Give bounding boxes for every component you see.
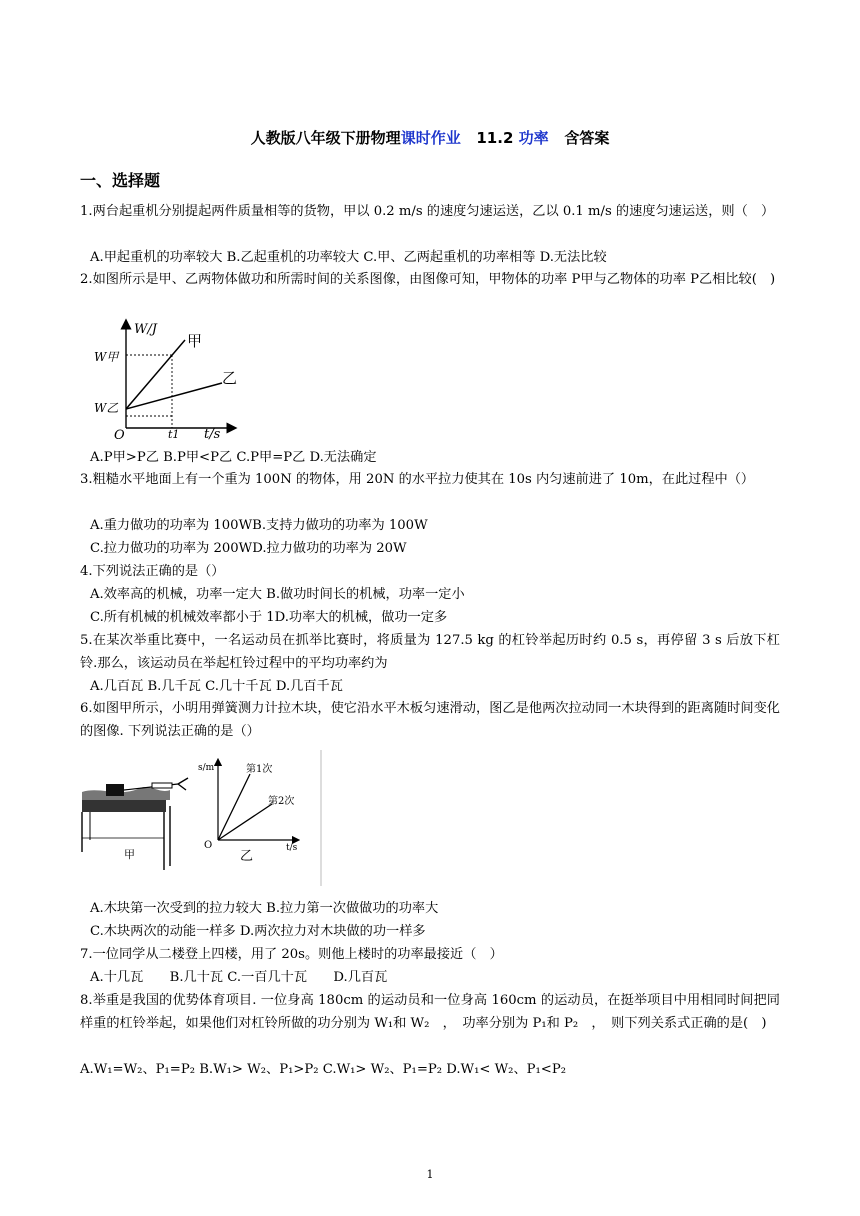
experiment-figure bbox=[80, 748, 340, 888]
question-4-stem: 4.下列说法正确的是（） bbox=[80, 564, 225, 579]
second-trial-label: 第2次 bbox=[268, 796, 295, 807]
t-axis-label: t/s bbox=[286, 843, 298, 853]
x-axis-label: t/s bbox=[204, 427, 221, 442]
page-number: 1 bbox=[426, 1168, 434, 1181]
question-3-options-cd: C.拉力做功的功率为 200WD.拉力做功的功率为 20W bbox=[90, 541, 407, 556]
question-1-stem: 1.两台起重机分别提起两件质量相等的货物，甲以 0.2 m/s 的速度匀速运送，乙以 0.1 m/s 的速度匀速运送，则（ ） bbox=[80, 204, 775, 219]
question-4-options-ab: A.效率高的机械，功率一定大 B.做功时间长的机械，功率一定小 bbox=[90, 587, 465, 602]
title-homework: 课时作业 bbox=[400, 129, 461, 147]
line-yi-label: 乙 bbox=[222, 369, 238, 387]
question-8-options: A.W₁=W₂、P₁=P₂ B.W₁> W₂、P₁>P₂ C.W₁> W₂、P₁=P₂ D.W₁< W₂、P₁<P₂ bbox=[80, 1062, 567, 1077]
caption-yi: 乙 bbox=[240, 849, 254, 864]
y-axis-label: W/J bbox=[134, 322, 157, 337]
document-title bbox=[0, 127, 860, 148]
title-answers: 含答案 bbox=[564, 129, 610, 147]
first-trial-label: 第1次 bbox=[246, 764, 273, 775]
caption-jia: 甲 bbox=[124, 848, 135, 861]
question-3-options-ab: A.重力做功的功率为 100WB.支持力做功的功率为 100W bbox=[90, 518, 428, 533]
question-5-stem: 5.在某次举重比赛中，一名运动员在抓举比赛时，将质量为 127.5 kg 的杠铃举起历时约 0.5 s，再停留 3 s 后放下杠铃.那么，该运动员在举起杠铃过程中的平均功率约为 bbox=[80, 633, 780, 671]
question-7-options: A.十几瓦 B.几十瓦 C.一百几十瓦 D.几百瓦 bbox=[90, 970, 388, 985]
table-illustration bbox=[82, 778, 188, 870]
w-yi-label: W乙 bbox=[94, 401, 119, 415]
question-2-options: A.P甲>P乙 B.P甲<P乙 C.P甲=P乙 D.无法确定 bbox=[90, 450, 377, 465]
section-heading: 一、选择题 bbox=[80, 171, 161, 190]
question-6-stem: 6.如图甲所示，小明用弹簧测力计拉木块，使它沿水平木板匀速滑动，图乙是他两次拉动同一木块得到的距离随时间变化的图像. 下列说法正确的是（） bbox=[80, 701, 780, 739]
question-8-stem: 8.举重是我国的优势体育项目. 一位身高 180cm 的运动员和一位身高 160cm 的运动员，在挺举项目中用相同时间把同样重的杠铃举起，如果他们对杠铃所做的功分别为 W₁和 W₂ ， 功率分别为 P₁和 P₂ ， 则下列关系式正确的是( ) bbox=[80, 993, 780, 1031]
s-axis-label: s/m bbox=[198, 763, 215, 773]
title-section-number: 11.2 bbox=[476, 129, 514, 147]
question-7-stem: 7.一位同学从二楼登上四楼，用了 20s。则他上楼时的功率最接近（ ） bbox=[80, 947, 503, 962]
work-time-graph bbox=[92, 318, 242, 442]
origin-label-2: O bbox=[204, 840, 213, 851]
t1-label: t1 bbox=[168, 428, 180, 441]
question-5-options: A.几百瓦 B.几千瓦 C.几十千瓦 D.几百千瓦 bbox=[90, 679, 343, 694]
line-yi bbox=[126, 383, 222, 409]
question-2-stem: 2.如图所示是甲、乙两物体做功和所需时间的关系图像，由图像可知，甲物体的功率 P甲与乙物体的功率 P乙相比较( ) bbox=[80, 272, 776, 287]
question-1-options: A.甲起重机的功率较大 B.乙起重机的功率较大 C.甲、乙两起重机的功率相等 D.无法比较 bbox=[90, 250, 607, 265]
line-jia bbox=[126, 340, 185, 409]
question-4-options-cd: C.所有机械的机械效率都小于 1D.功率大的机械，做功一定多 bbox=[90, 610, 448, 625]
question-6-options-ab: A.木块第一次受到的拉力较大 B.拉力第一次做做功的功率大 bbox=[90, 901, 439, 916]
question-6-options-cd: C.木块两次的动能一样多 D.两次拉力对木块做的功一样多 bbox=[90, 924, 426, 939]
line-jia-label: 甲 bbox=[187, 332, 203, 350]
w-jia-label: W甲 bbox=[94, 350, 119, 364]
title-topic: 功率 bbox=[518, 129, 549, 147]
question-3-stem: 3.粗糙水平地面上有一个重为 100N 的物体，用 20N 的水平拉力使其在 10s 内匀速前进了 10m，在此过程中（） bbox=[80, 472, 755, 487]
origin-label: O bbox=[114, 428, 125, 442]
distance-time-graph bbox=[198, 762, 298, 864]
title-main: 人教版八年级下册物理 bbox=[250, 129, 401, 147]
